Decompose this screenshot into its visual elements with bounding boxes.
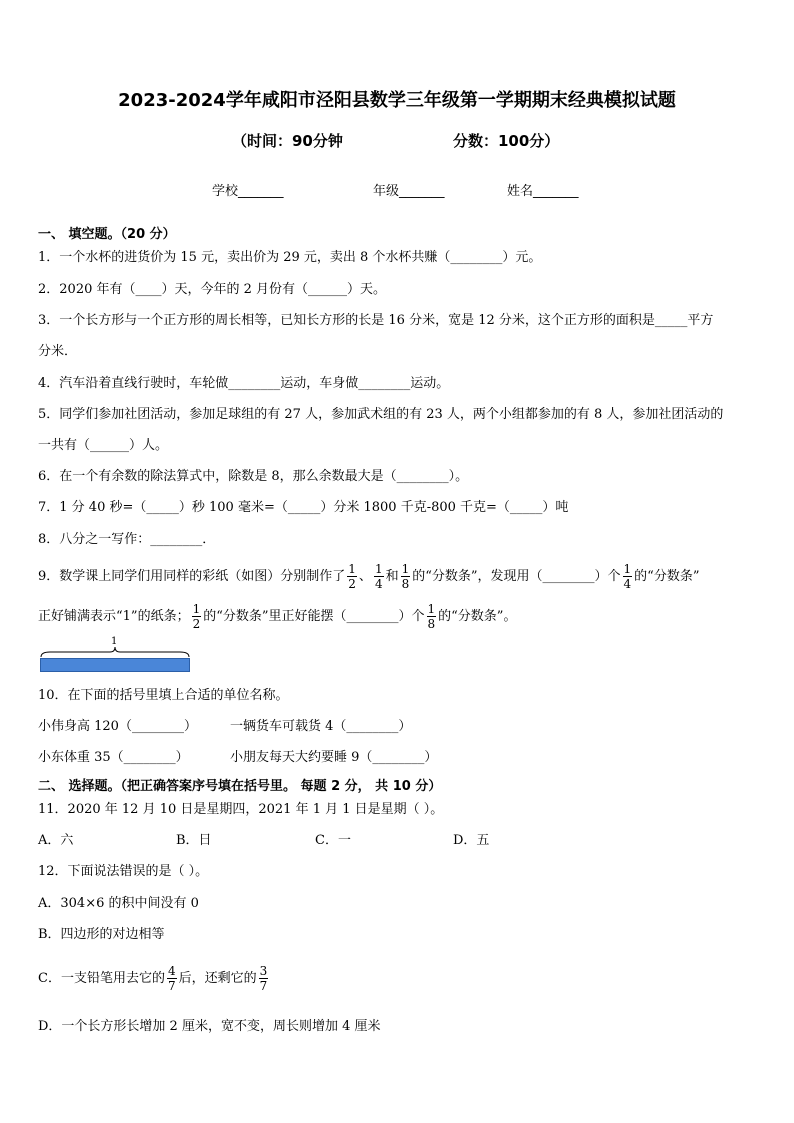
q11-option-a: A．六 — [38, 833, 74, 848]
question-10b: 一辆货车可载货 4（________） — [230, 719, 412, 734]
fraction-one-eighth: $\frac{1}{8}$ — [401, 562, 410, 591]
q9-text-6: 的“分数条”。 — [438, 609, 517, 624]
question-9-line-2 — [38, 602, 516, 631]
q9-text-5: 的“分数条”里正好能摆（________）个 — [203, 609, 425, 624]
section-1-heading: 一、 填空题。（20 分） — [38, 227, 176, 242]
exam-score: 分数：100分） — [453, 132, 560, 150]
strip-label: 1 — [111, 636, 118, 647]
question-10a: 小伟身高 120（________） — [38, 719, 197, 734]
question-5-line-1: 5．同学们参加社团活动，参加足球组的有 27 人，参加武术组的有 23 人，两个小组都参加的有 8 人，参加社团活动的 — [38, 407, 724, 422]
brace-icon — [40, 646, 190, 658]
grade-field: 年级_______ — [373, 184, 445, 199]
page-title: 2023-2024学年咸阳市泾阳县数学三年级第一学期期末经典模拟试题 — [118, 90, 676, 111]
q11-option-d: D．五 — [453, 833, 490, 848]
question-9-line-1 — [38, 562, 699, 591]
question-1: 1．一个水杯的进货价为 15 元，卖出价为 29 元，卖出 8 个水杯共赚（________）元。 — [38, 250, 542, 265]
question-12: 12．下面说法错误的是（ ）。 — [38, 864, 209, 879]
question-7: 7．1 分 40 秒=（_____）秒 100 毫米=（_____）分米 1800 千克-800 千克=（_____）吨 — [38, 500, 569, 515]
q9-text-2: 的“分数条”，发现用（________）个 — [412, 569, 621, 584]
fraction-four-sevenths: $\frac{4}{7}$ — [167, 964, 176, 993]
school-field: 学校_______ — [212, 184, 284, 199]
q9-sep: 、 — [358, 569, 372, 584]
fraction-three-sevenths: $\frac{3}{7}$ — [259, 964, 268, 993]
q11-option-c: C．一 — [315, 833, 351, 848]
question-11: 11．2020 年 12 月 10 日是星期四，2021 年 1 月 1 日是星期（ ）。 — [38, 802, 444, 817]
fraction-one-quarter: $\frac{1}{4}$ — [374, 562, 383, 591]
q9-text-1: 9．数学课上同学们用同样的彩纸（如图）分别制作了 — [38, 569, 346, 584]
question-3-line-2: 分米． — [38, 344, 78, 359]
q12-option-c — [38, 964, 270, 993]
question-4: 4．汽车沿着直线行驶时，车轮做________运动，车身做________运动。 — [38, 376, 450, 391]
question-8: 8．八分之一写作：________． — [38, 532, 216, 547]
question-3-line-1: 3．一个长方形与一个正方形的周长相等，已知长方形的长是 16 分米，宽是 12 分米，这个正方形的面积是_____平方 — [38, 313, 714, 328]
question-5-line-2: 一共有（______）人。 — [38, 438, 169, 453]
question-6: 6．在一个有余数的除法算式中，除数是 8，那么余数最大是（________）。 — [38, 469, 469, 484]
exam-time: （时间：90分钟 — [232, 132, 343, 150]
question-10: 10．在下面的括号里填上合适的单位名称。 — [38, 688, 289, 703]
q12-option-d: D．一个长方形长增加 2 厘米，宽不变，周长则增加 4 厘米 — [38, 1019, 381, 1034]
question-10c: 小东体重 35（________） — [38, 750, 189, 765]
fraction-one-half-2: $\frac{1}{2}$ — [192, 602, 201, 631]
q9-and: 和 — [385, 569, 399, 584]
q12-option-a: A．304×6 的积中间没有 0 — [38, 896, 199, 911]
fraction-one-half: $\frac{1}{2}$ — [348, 562, 356, 591]
q12-c-text-2: 后，还剩它的 — [178, 971, 257, 986]
fraction-one-eighth-2: $\frac{1}{8}$ — [427, 602, 436, 631]
q9-text-3: 的“分数条” — [634, 569, 700, 584]
q9-text-4: 正好铺满表示“1”的纸条； — [38, 609, 190, 624]
section-2-heading: 二、 选择题。（把正确答案序号填在括号里。 每题 2 分， 共 10 分） — [38, 779, 442, 794]
name-field: 姓名_______ — [507, 184, 579, 199]
question-2: 2．2020 年有（____）天，今年的 2 月份有（______）天。 — [38, 282, 387, 297]
q12-option-b: B．四边形的对边相等 — [38, 927, 165, 942]
fraction-one-quarter-2: $\frac{1}{4}$ — [623, 562, 632, 591]
q11-option-b: B．日 — [176, 833, 212, 848]
q12-c-text-1: C．一支铅笔用去它的 — [38, 971, 165, 986]
question-10d: 小朋友每天大约要睡 9（________） — [230, 750, 438, 765]
paper-strip-figure — [40, 658, 190, 672]
